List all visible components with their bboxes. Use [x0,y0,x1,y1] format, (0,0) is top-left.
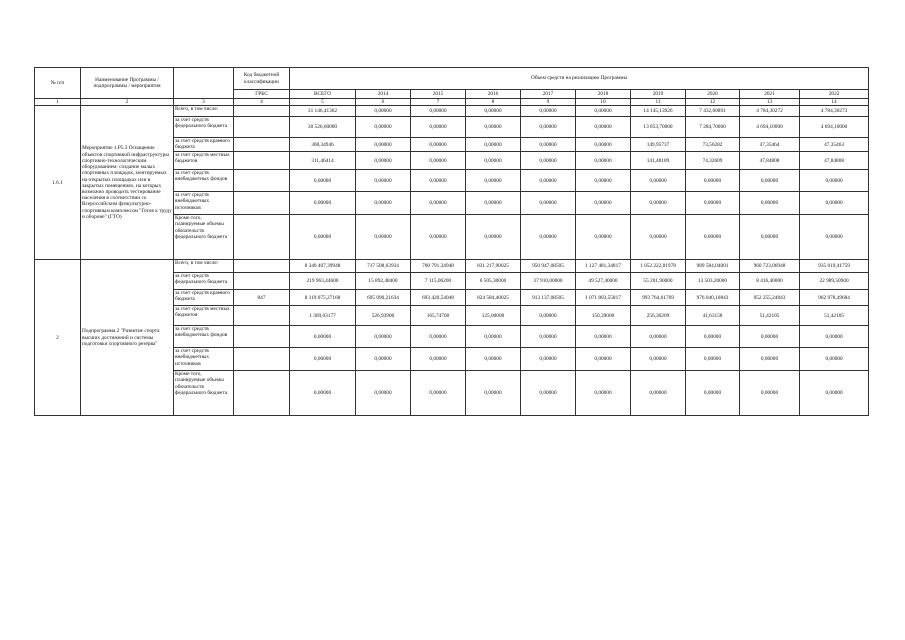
year-value: 950 947,08505 [521,260,576,273]
total-value: 8 340 407,39948 [290,260,356,273]
year-value: 1 052 222,81978 [631,260,686,273]
year-value: 935 019,41759 [800,260,869,273]
funding-source: за счет средств местных бюджетов [174,152,234,170]
year-value: 0,00000 [521,371,576,416]
funding-source: за счет средств внебюджетных фондов [174,170,234,192]
year-value: 976 040,10843 [686,290,740,306]
year-value: 0,00000 [356,170,411,192]
year-value: 0,00000 [800,348,869,371]
header-budget-code: Код бюджетной классификации [234,68,290,90]
grbs-code: 847 [234,290,290,306]
year-value: 4 694,10000 [800,117,869,138]
header-grbs: ГРБС [234,90,290,99]
year-value: 0,00000 [356,117,411,138]
grbs-code [234,152,290,170]
year-value: 0,00000 [576,117,631,138]
total-value: 0,00000 [290,215,356,260]
year-value: 0,00000 [466,348,521,371]
year-value: 15 892,48400 [356,273,411,290]
year-value: 165,74700 [411,306,466,326]
year-value: 0,00000 [466,138,521,152]
year-value: 4 694,10000 [740,117,800,138]
year-value: 74,32609 [686,152,740,170]
year-value: 49 527,40000 [576,273,631,290]
total-value: 0,00000 [290,326,356,348]
year-value: 141,48189 [631,152,686,170]
year-value: 0,00000 [521,326,576,348]
year-value: 7 432,60891 [686,106,740,117]
column-index-cell: 3 [174,99,234,106]
year-value: 0,00000 [411,215,466,260]
table-body [35,68,869,416]
header-year: 2018 [576,90,631,99]
year-value: 149,95737 [631,138,686,152]
column-index-cell: 6 [356,99,411,106]
funding-source: за счет средств краевого бюджета [174,138,234,152]
section-number: 2 [35,260,81,416]
column-index-cell: 14 [800,99,869,106]
grbs-code [234,215,290,260]
year-value: 0,00000 [576,138,631,152]
year-value: 7 115,06200 [411,273,466,290]
year-value: 0,00000 [521,106,576,117]
year-value: 695 090,21634 [356,290,411,306]
year-value: 0,00000 [411,152,466,170]
year-value: 0,00000 [411,192,466,215]
year-value: 1 127 481,34817 [576,260,631,273]
year-value: 47,84808 [740,152,800,170]
total-value: 311,46414 [290,152,356,170]
year-value: 0,00000 [521,348,576,371]
year-value: 7 284,70000 [686,117,740,138]
year-value: 952 255,24843 [740,290,800,306]
year-value: 0,00000 [686,326,740,348]
column-index-cell: 8 [466,99,521,106]
year-value: 0,00000 [411,138,466,152]
year-value: 962 978,49684 [800,290,869,306]
year-value: 0,00000 [521,138,576,152]
header-volume: Объем средств на реализацию Программы [290,68,869,90]
year-value: 0,00000 [411,117,466,138]
year-value: 0,00000 [521,215,576,260]
total-value: 0,00000 [290,170,356,192]
year-value: 0,00000 [800,170,869,192]
year-value: 55 201,90000 [631,273,686,290]
year-value: 0,00000 [521,152,576,170]
funding-source: за счет средств местных бюджетов [174,306,234,326]
year-value: 73,56282 [686,138,740,152]
year-value: 0,00000 [631,326,686,348]
header-year: 2014 [356,90,411,99]
funding-source: за счет средств внебюджетных источников [174,192,234,215]
total-value: 308,34946 [290,138,356,152]
year-value: 0,00000 [576,348,631,371]
year-value: 913 137,08505 [521,290,576,306]
year-value: 0,00000 [686,348,740,371]
table-row [35,106,869,117]
year-value: 0,00000 [356,326,411,348]
year-value: 0,00000 [356,138,411,152]
header-name: Наименование Программы / подпрограммы / мероприятия [81,68,174,99]
year-value: 0,00000 [466,326,521,348]
year-value: 0,00000 [466,170,521,192]
year-value: 256,30209 [631,306,686,326]
year-value: 0,00000 [466,192,521,215]
year-value: 0,00000 [411,326,466,348]
grbs-code [234,273,290,290]
grbs-code [234,260,290,273]
year-value: 0,00000 [576,106,631,117]
header-year: 2015 [411,90,466,99]
year-value: 0,00000 [576,192,631,215]
year-value: 150,39000 [576,306,631,326]
year-value: 125,00000 [466,306,521,326]
year-value: 717 508,63934 [356,260,411,273]
year-value: 14 145,13926 [631,106,686,117]
year-value: 0,00000 [356,192,411,215]
column-index-cell: 2 [81,99,174,106]
total-value: 0,00000 [290,192,356,215]
header-total: ВСЕГО [290,90,356,99]
column-index-cell: 1 [35,99,81,106]
year-value: 0,00000 [686,371,740,416]
section-name: Подпрограмма 2 "Развитие спорта высших достижений и системы подготовки спортивного резерва" [81,260,174,416]
year-value: 989 584,04001 [686,260,740,273]
funding-source: Кроме того, планируемые объемы обязательств федерального бюджета [174,215,234,260]
year-value: 0,00000 [800,215,869,260]
header-year: 2021 [740,90,800,99]
year-value: 0,00000 [466,106,521,117]
year-value: 0,00000 [800,326,869,348]
year-value: 0,00000 [521,170,576,192]
funding-source: Всего, в том числе: [174,260,234,273]
column-index-cell: 5 [290,99,356,106]
year-value: 6 505,30000 [466,273,521,290]
year-value: 0,00000 [740,192,800,215]
funding-source: за счет средств краевого бюджета [174,290,234,306]
year-value: 0,00000 [356,371,411,416]
year-value: 0,00000 [411,371,466,416]
year-value: 0,00000 [800,192,869,215]
year-value: 41,63158 [686,306,740,326]
total-value: 31 146,41362 [290,106,356,117]
year-value: 0,00000 [631,348,686,371]
year-value: 0,00000 [686,215,740,260]
year-value: 0,00000 [466,152,521,170]
year-value: 0,00000 [800,371,869,416]
year-value: 0,00000 [576,170,631,192]
year-value: 0,00000 [356,215,411,260]
funding-source: Кроме того, планируемые объемы обязательств федерального бюджета [174,371,234,416]
year-value: 0,00000 [576,326,631,348]
column-index-cell: 12 [686,99,740,106]
table-row [35,260,869,273]
section-number: 1.6.1 [35,106,81,260]
header-year: 2020 [686,90,740,99]
funding-source: Всего, в том числе: [174,106,234,117]
grbs-code [234,306,290,326]
grbs-code [234,326,290,348]
total-value: 0,00000 [290,348,356,371]
year-value: 47,84808 [800,152,869,170]
year-value: 0,00000 [631,371,686,416]
year-value: 47,35464 [740,138,800,152]
year-value: 526,93900 [356,306,411,326]
year-value: 0,00000 [740,348,800,371]
year-value: 831 217,90025 [466,260,521,273]
funding-source: за счет средств внебюджетных источников [174,348,234,371]
year-value: 0,00000 [576,215,631,260]
column-index-cell: 13 [740,99,800,106]
year-value: 0,00000 [411,170,466,192]
column-index-cell: 4 [234,99,290,106]
year-value: 0,00000 [576,152,631,170]
header-year: 2016 [466,90,521,99]
funding-source: за счет средств федерального бюджета [174,117,234,138]
year-value: 13 853,70000 [631,117,686,138]
year-value: 0,00000 [356,106,411,117]
grbs-code [234,138,290,152]
total-value: 8 119 075,27168 [290,290,356,306]
column-index-cell: 10 [576,99,631,106]
year-value: 0,00000 [686,170,740,192]
column-index-row [35,99,869,106]
total-value: 30 526,60000 [290,117,356,138]
header-year: 2022 [800,90,869,99]
header-row-1 [35,68,869,90]
year-value: 0,00000 [521,306,576,326]
grbs-code [234,106,290,117]
funding-source: за счет средств федерального бюджета [174,273,234,290]
year-value: 700 791,34948 [411,260,466,273]
year-value: 993 764,61769 [631,290,686,306]
year-value: 0,00000 [521,192,576,215]
year-value: 37 910,00000 [521,273,576,290]
year-value: 0,00000 [740,371,800,416]
column-index-cell: 9 [521,99,576,106]
grbs-code [234,348,290,371]
year-value: 0,00000 [356,348,411,371]
grbs-code [234,192,290,215]
header-year: 2019 [631,90,686,99]
year-value: 0,00000 [631,215,686,260]
year-value: 47,35463 [800,138,869,152]
header-num: № п/п [35,68,81,99]
year-value: 0,00000 [521,117,576,138]
column-index-cell: 11 [631,99,686,106]
year-value: 0,00000 [576,371,631,416]
grbs-code [234,117,290,138]
year-value: 0,00000 [631,170,686,192]
year-value: 51,42105 [800,306,869,326]
year-value: 22 989,50900 [800,273,869,290]
budget-table [34,67,869,416]
year-value: 0,00000 [740,326,800,348]
year-value: 13 503,20000 [686,273,740,290]
year-value: 0,00000 [740,215,800,260]
year-value: 4 784,30273 [800,106,869,117]
year-value: 0,00000 [740,170,800,192]
total-value: 1 369,03177 [290,306,356,326]
year-value: 0,00000 [411,106,466,117]
year-value: 4 784,30272 [740,106,800,117]
grbs-code [234,170,290,192]
total-value: 219 963,44600 [290,273,356,290]
header-year: 2017 [521,90,576,99]
year-value: 51,42105 [740,306,800,326]
year-value: 8 416,40000 [740,273,800,290]
year-value: 0,00000 [631,192,686,215]
section-name: Мероприятие 1.Р5.3 Оснащение объектов спортивной инфраструктуры спортивно-технологическим оборудованием: создание малых спортивных площадок, монтируемых на открытых площадках или в закрытых помещениях, на которых возможно проводить тестирование населения в соответствии со Всероссийским физкультурно-спортивным комплексом "Готов к труду и обороне" (ГТО) [81,106,174,260]
year-value: 0,00000 [466,117,521,138]
grbs-code [234,371,290,416]
year-value: 0,00000 [356,152,411,170]
year-value: 1 071 803,55817 [576,290,631,306]
column-index-cell: 7 [411,99,466,106]
header-empty [174,68,234,99]
year-value: 960 723,06948 [740,260,800,273]
year-value: 0,00000 [466,215,521,260]
year-value: 693 420,54048 [411,290,466,306]
year-value: 824 584,40025 [466,290,521,306]
year-value: 0,00000 [411,348,466,371]
funding-source: за счет средств внебюджетных фондов [174,326,234,348]
year-value: 0,00000 [686,192,740,215]
total-value: 0,00000 [290,371,356,416]
year-value: 0,00000 [466,371,521,416]
